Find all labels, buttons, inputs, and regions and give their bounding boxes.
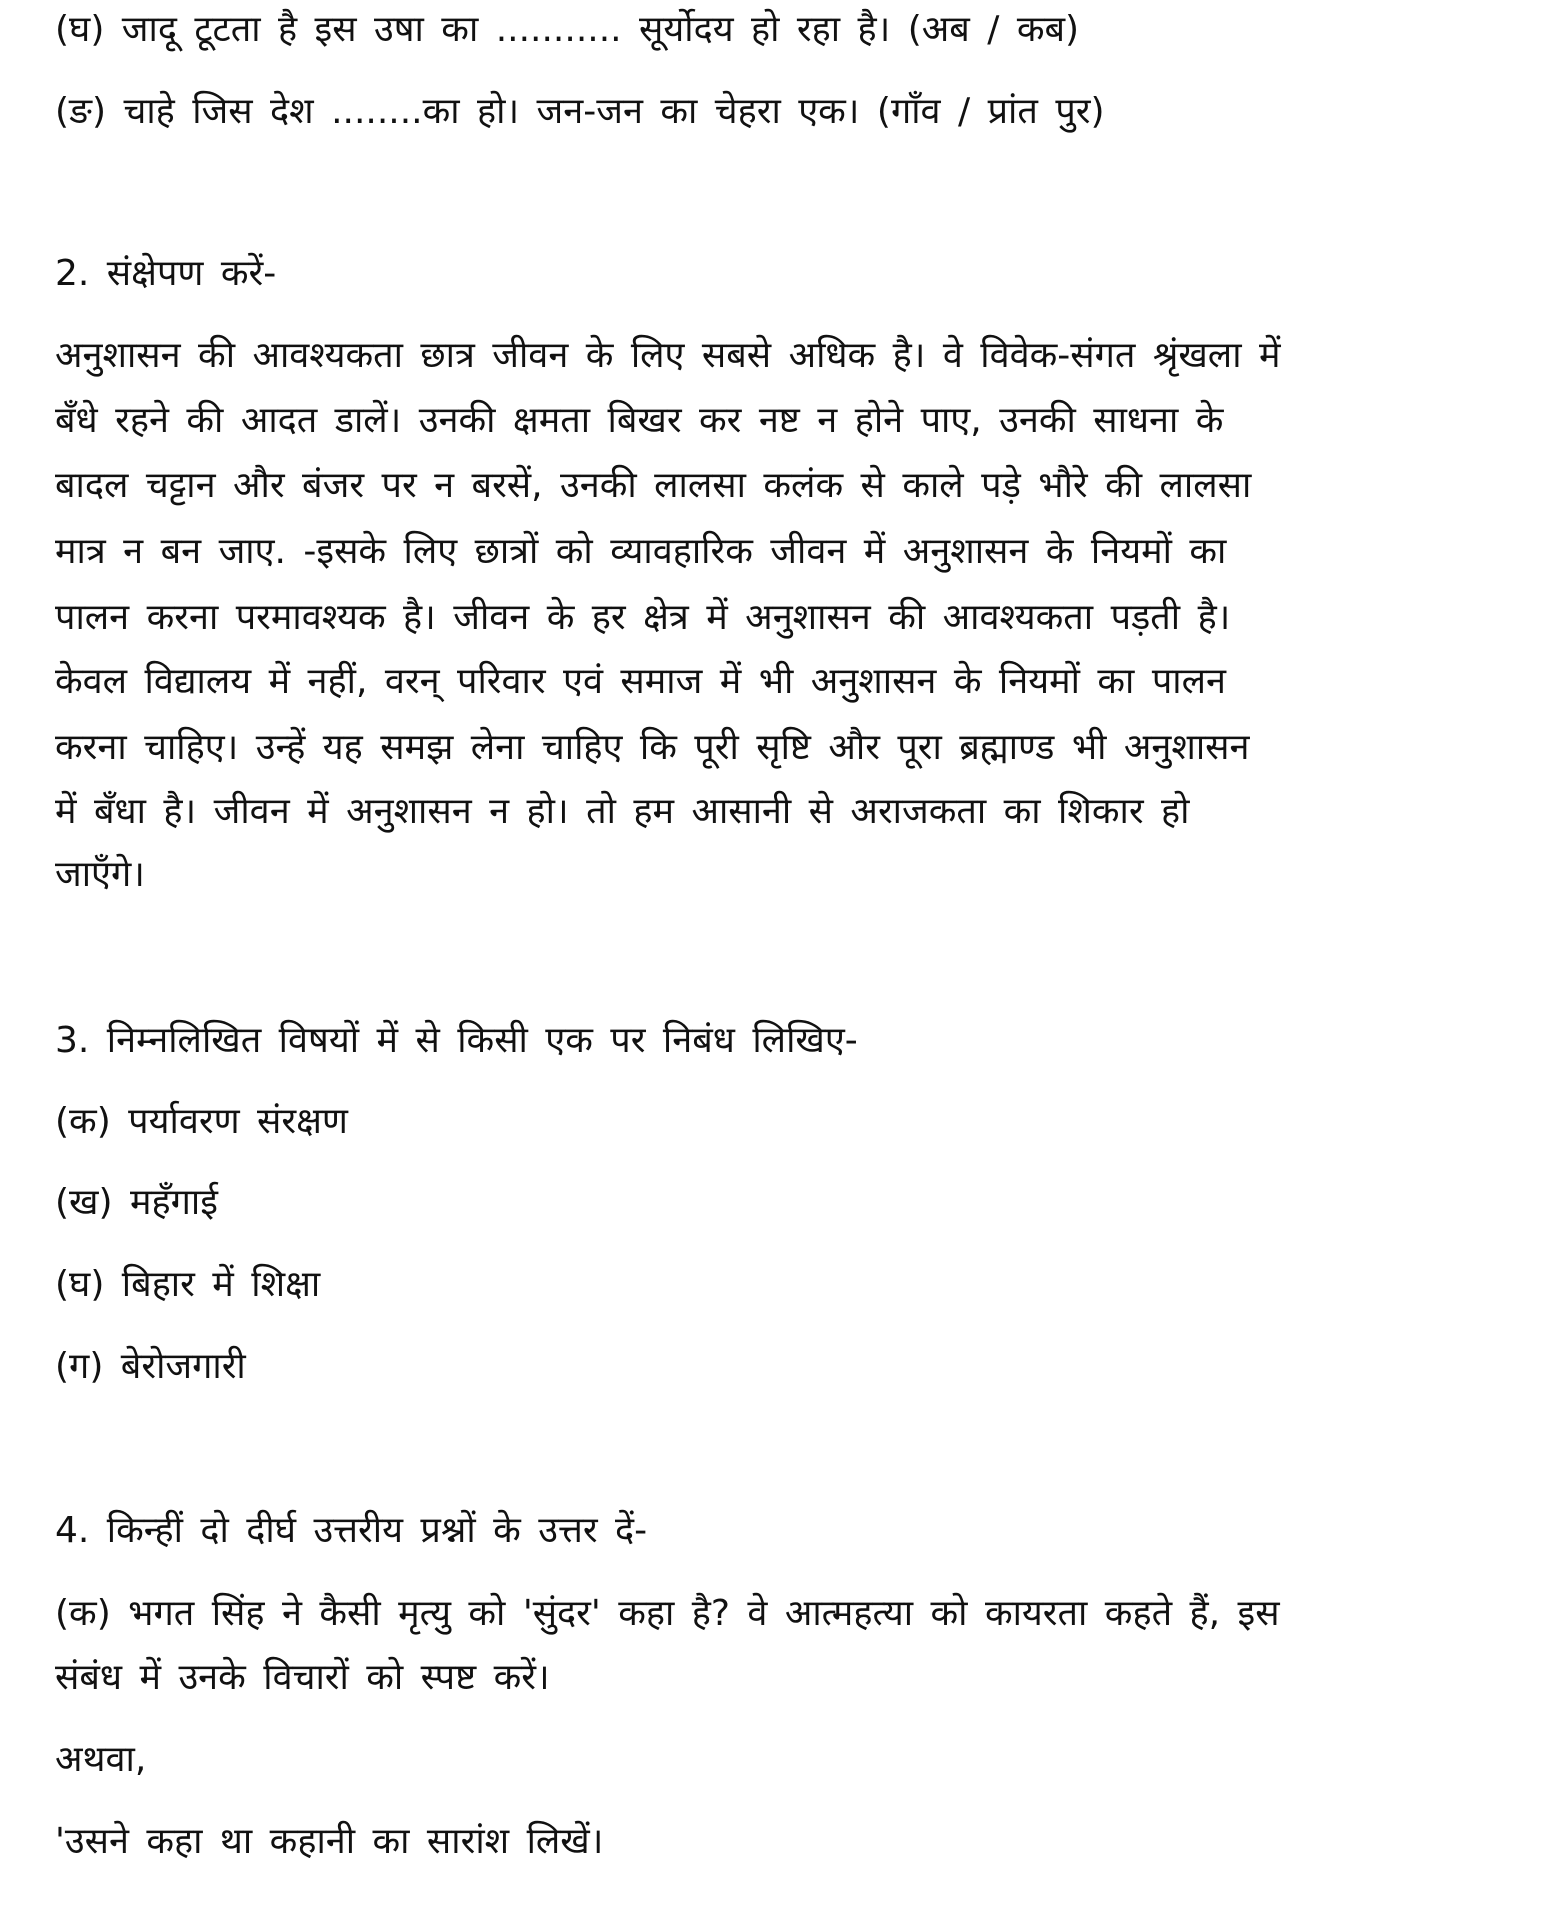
question-4-alternative: 'उसने कहा था कहानी का सारांश लिखें। bbox=[55, 1821, 604, 1862]
paragraph-line: अनुशासन की आवश्यकता छात्र जीवन के लिए सबसे अधिक है। वे विवेक-संगत श्रृंखला में bbox=[55, 335, 1281, 376]
question-4-heading: 4. किन्हीं दो दीर्घ उत्तरीय प्रश्नों के उत्तर दें- bbox=[55, 1510, 648, 1551]
paragraph-line: बँधे रहने की आदत डालें। उनकी क्षमता बिखर कर नष्ट न होने पाए, उनकी साधना के bbox=[55, 400, 1224, 441]
paragraph-line: जाएँगे। bbox=[55, 854, 145, 895]
paragraph-line: केवल विद्यालय में नहीं, वरन् परिवार एवं समाज में भी अनुशासन के नियमों का पालन bbox=[55, 661, 1226, 702]
or-label: अथवा, bbox=[55, 1739, 147, 1780]
question-4a-line: (क) भगत सिंह ने कैसी मृत्यु को 'सुंदर' कहा है? वे आत्महत्या को कायरता कहते हैं, इस bbox=[55, 1593, 1280, 1634]
paragraph-line: करना चाहिए। उन्हें यह समझ लेना चाहिए कि पूरी सृष्टि और पूरा ब्रह्माण्ड भी अनुशासन bbox=[55, 727, 1250, 768]
question-2-heading: 2. संक्षेपण करें- bbox=[55, 253, 277, 294]
essay-topic: (ख) महँगाई bbox=[55, 1182, 218, 1223]
question-1-nga: (ङ) चाहे जिस देश ........का हो। जन-जन का चेहरा एक। (गाँव / प्रांत पुर) bbox=[55, 91, 1105, 132]
essay-topic: (ग) बेरोजगारी bbox=[55, 1346, 246, 1387]
essay-topic: (घ) बिहार में शिक्षा bbox=[55, 1264, 321, 1305]
question-3-heading: 3. निम्नलिखित विषयों में से किसी एक पर निबंध लिखिए- bbox=[55, 1020, 858, 1061]
paragraph-line: बादल चट्टान और बंजर पर न बरसें, उनकी लालसा कलंक से काले पड़े भौरे की लालसा bbox=[55, 465, 1252, 506]
essay-topic: (क) पर्यावरण संरक्षण bbox=[55, 1101, 348, 1142]
question-1-gha: (घ) जादू टूटता है इस उषा का ........... सूर्योदय हो रहा है। (अब / कब) bbox=[55, 9, 1080, 50]
paragraph-line: मात्र न बन जाए. -इसके लिए छात्रों को व्यावहारिक जीवन में अनुशासन के नियमों का bbox=[55, 531, 1227, 572]
question-4a-line: संबंध में उनके विचारों को स्पष्ट करें। bbox=[55, 1657, 550, 1698]
paragraph-line: में बँधा है। जीवन में अनुशासन न हो। तो हम आसानी से अराजकता का शिकार हो bbox=[55, 791, 1190, 832]
paragraph-line: पालन करना परमावश्यक है। जीवन के हर क्षेत्र में अनुशासन की आवश्यकता पड़ती है। bbox=[55, 597, 1231, 638]
